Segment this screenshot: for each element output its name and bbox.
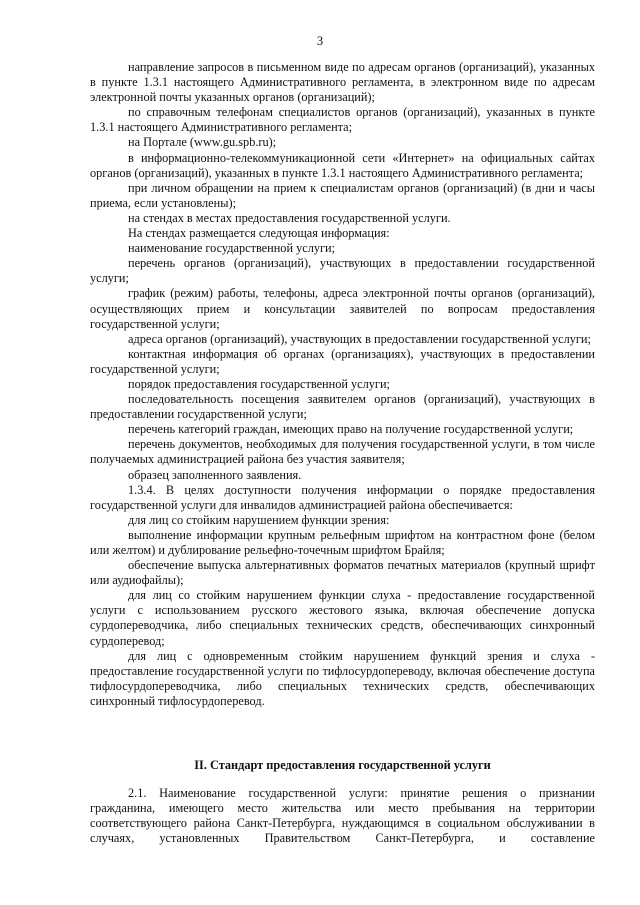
paragraph: при личном обращении на прием к специалистам органов (организаций) (в дни и часы приема, если установлены); — [90, 180, 595, 210]
page-number: 3 — [316, 34, 324, 48]
paragraph: для лиц со стойким нарушением функции зрения: — [128, 512, 390, 527]
paragraph: адреса органов (организаций), участвующих в предоставлении государственной услуги; — [128, 331, 591, 346]
document-body — [90, 60, 595, 709]
paragraph: график (режим) работы, телефоны, адреса электронной почты органов (организаций), осуществляющих прием и консультации заявителей по вопросам предоставления государственной услуги; — [90, 286, 595, 331]
paragraph: перечень документов, необходимых для получения государственной услуги, в том числе получаемых администрацией района без участия заявителя; — [90, 437, 595, 467]
paragraph: обеспечение выпуска альтернативных форматов печатных материалов (крупный шрифт или аудиофайлы); — [90, 558, 595, 588]
paragraph: последовательность посещения заявителем органов (организаций), участвующих в предоставлении государственной услуги; — [90, 392, 595, 422]
paragraph: 1.3.4. В целях доступности получения информации о порядке предоставления государственной услуги для инвалидов администрацией района обеспечивается: — [90, 482, 595, 512]
section-title: II. Стандарт предоставления государственной услуги — [194, 758, 491, 772]
paragraph: для лиц с одновременным стойким нарушением функций зрения и слуха - предоставление государственной услуги по тифлосурдопереводу, включая обеспечение доступа тифлосурдопереводчика, либо специальных технических средств, обеспечивающих синхронный тифлосурдоперевод. — [90, 648, 595, 708]
paragraph: порядок предоставления государственной услуги; — [128, 376, 390, 391]
paragraph: для лиц со стойким нарушением функции слуха - предоставление государственной услуги с использованием русского жестового языка, включая обеспечение допуска сурдопереводчика, либо специальных технических средств, обеспечивающих синхронный сурдоперевод; — [90, 588, 595, 648]
paragraph: наименование государственной услуги; — [128, 241, 336, 256]
paragraph: на Портале (www.gu.spb.ru); — [128, 135, 277, 150]
paragraph: направление запросов в письменном виде по адресам органов (организаций), указанных в пункте 1.3.1 настоящего Административного регламента, в электронном виде по адресам электронной почты указанных органов (организаций); — [90, 60, 595, 105]
paragraph: образец заполненного заявления. — [128, 467, 302, 482]
paragraph: На стендах размещается следующая информация: — [128, 226, 390, 241]
paragraph: по справочным телефонам специалистов органов (организаций), указанных в пункте 1.3.1 настоящего Административного регламента; — [90, 105, 595, 135]
paragraph: перечень органов (организаций), участвующих в предоставлении государственной услуги; — [90, 256, 595, 286]
paragraph: в информационно-телекоммуникационной сети «Интернет» на официальных сайтах органов (организаций), указанных в пункте 1.3.1 настоящего Административного регламента; — [90, 150, 595, 180]
paragraph: перечень категорий граждан, имеющих право на получение государственной услуги; — [128, 422, 574, 437]
paragraph: 2.1. Наименование государственной услуги: принятие решения о признании гражданина, имеющего место жительства или место пребывания на территории соответствующего района Санкт-Петербурга, нуждающимся в социальном обслуживании в случаях, установленных Правительством Санкт-Петербурга, и составление — [90, 786, 595, 846]
paragraph: контактная информация об органах (организациях), участвующих в предоставлении государственной услуги; — [90, 346, 595, 376]
paragraph: выполнение информации крупным рельефным шрифтом на контрастном фоне (белом или желтом) и дублирование рельефно-точечным шрифтом Брайля; — [90, 527, 595, 557]
paragraph: на стендах в местах предоставления государственной услуги. — [128, 210, 451, 225]
section-body — [90, 786, 595, 846]
